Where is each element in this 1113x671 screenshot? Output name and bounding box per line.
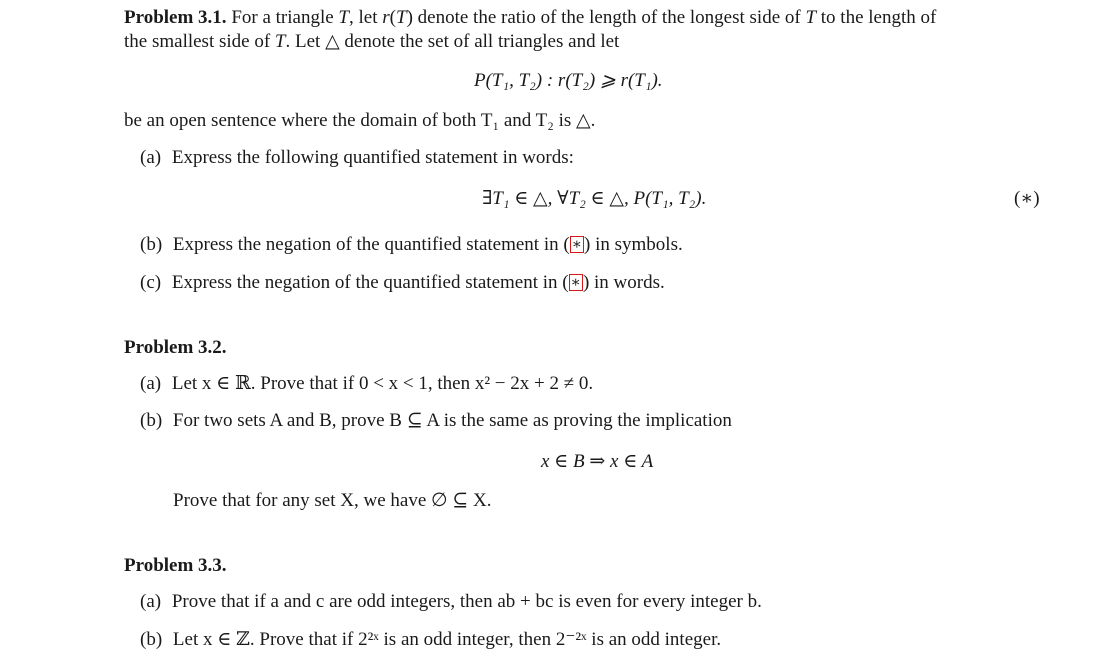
p31-T-1: T <box>338 7 349 28</box>
p33-b-text: Let x ∈ ℤ. Prove that if 2²ˣ is an odd integer, then 2⁻²ˣ is an odd integer. <box>172 629 722 650</box>
p31-r: r <box>382 7 390 28</box>
p31-c-text-a: Express the negation of the quantified statement in ( <box>171 272 569 293</box>
p31-a-label: (a) <box>140 147 162 168</box>
p31-b-text-a: Express the negation of the quantified statement in ( <box>172 234 570 255</box>
p32-part-a <box>140 372 593 396</box>
p32-b-label: (b) <box>140 410 163 431</box>
p31-part-b <box>140 233 683 257</box>
p31-b-label: (b) <box>140 234 163 255</box>
p33-part-b <box>140 628 721 652</box>
p31-T-4: T <box>274 31 286 52</box>
p31-part-c <box>140 271 665 295</box>
equation-ref-link[interactable]: ∗ <box>570 274 581 291</box>
p31-line2-a: the smallest side of <box>124 31 275 52</box>
equation-ref-link[interactable]: ∗ <box>571 236 583 253</box>
problem-3-2-heading: Problem 3.2. <box>124 337 227 358</box>
p31-c-text-b: ) in words. <box>582 272 665 293</box>
display-equation-star: ∃T₁ ∈ △, ∀T₂ ∈ △, P(T₁, T₂). <box>482 188 707 209</box>
p33-a-text: Prove that if a and c are odd integers, then ab + bc is even for every integer b. <box>171 591 762 612</box>
p33-part-a <box>140 590 762 614</box>
open-sentence-text: be an open sentence where the domain of both T₁ and T₂ is △. <box>124 110 596 131</box>
p32-part-b <box>140 409 732 433</box>
p32-a-text: Let x ∈ ℝ. Prove that if 0 < x < 1, then x² − 2x + 2 ≠ 0. <box>171 373 594 394</box>
p31-b-text-b: ) in symbols. <box>584 234 683 255</box>
p31-intro-a: For a triangle <box>231 7 339 28</box>
p31-intro-b: , let <box>349 7 383 28</box>
p31-T-2: T <box>395 7 407 28</box>
p31-intro-d: to the length of <box>816 7 937 28</box>
p31-part-a <box>140 146 574 170</box>
p32-b-follow: Prove that for any set X, we have ∅ ⊆ X. <box>173 490 492 511</box>
p32-b-text: For two sets A and B, prove B ⊆ A is the same as proving the implication <box>172 410 732 431</box>
p31-T-3: T <box>805 7 817 28</box>
p31-a-text: Express the following quantified statement in words: <box>171 147 574 168</box>
p33-a-label: (a) <box>140 591 162 612</box>
problem-3-1-line-1: Problem 3.1. For a triangle T, let r(T) denote the ratio of the length of the longest side of T to the length of <box>124 7 937 28</box>
p31-line2-b: . Let △ denote the set of all triangles and let <box>285 31 620 52</box>
p31-intro-c: ) denote the ratio of the length of the longest side of <box>406 7 806 28</box>
display-equation-P: P(T₁, T₂) : r(T₂) ⩾ r(T₁). <box>474 70 663 91</box>
display-implication: x ∈ B ⇒ x ∈ A <box>541 451 654 472</box>
equation-tag-star: (∗) <box>1014 188 1040 209</box>
p32-a-label: (a) <box>140 373 162 394</box>
p31-c-label: (c) <box>140 272 162 293</box>
p33-b-label: (b) <box>140 629 163 650</box>
problem-3-3-heading: Problem 3.3. <box>124 555 227 576</box>
problem-3-1-line-2 <box>124 30 619 54</box>
problem-3-1-heading: Problem 3.1. <box>124 7 227 28</box>
